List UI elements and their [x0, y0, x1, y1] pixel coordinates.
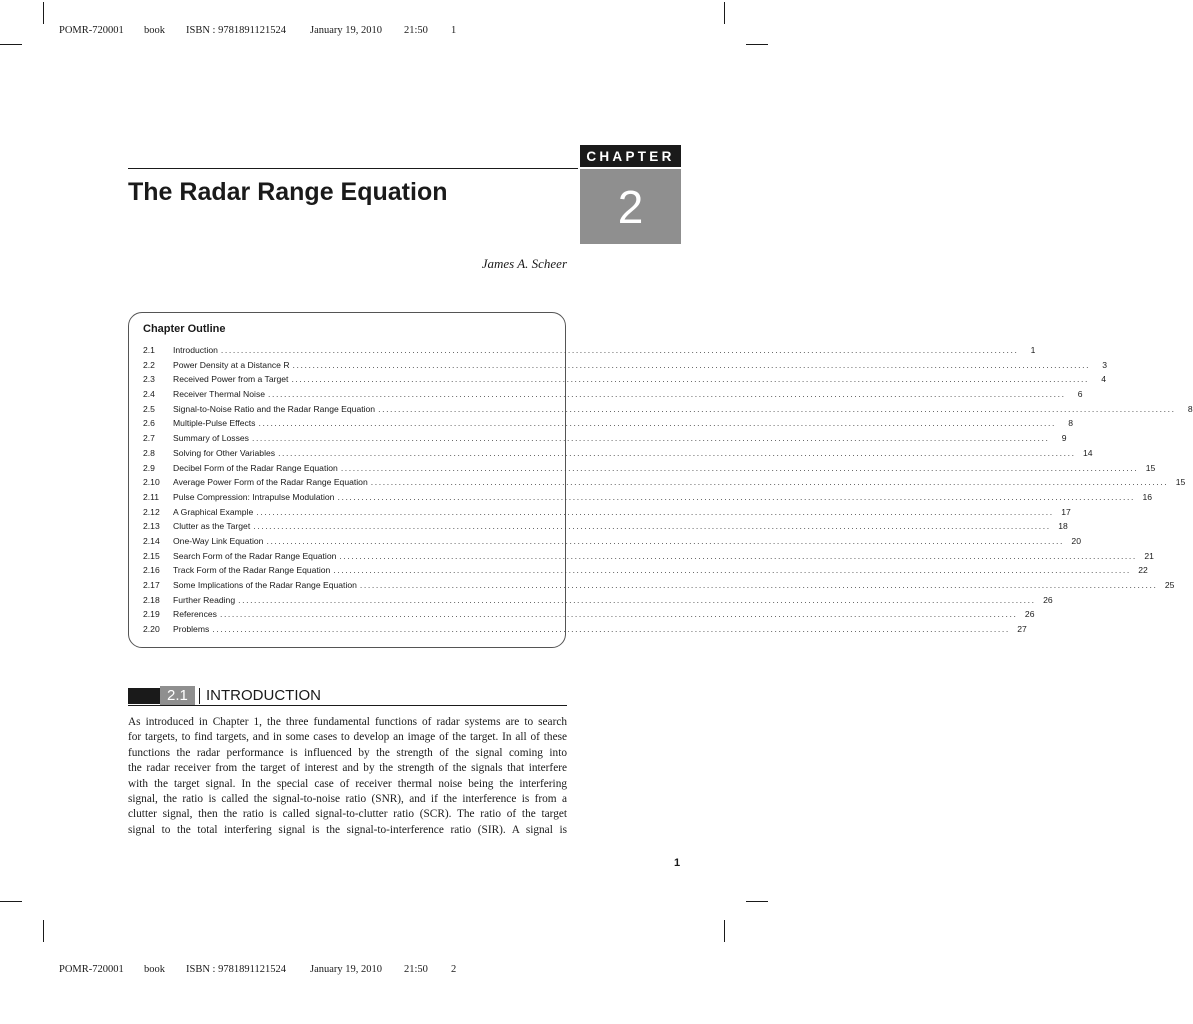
- outline-item-number: 2.14: [143, 535, 160, 546]
- outline-item-label: One-Way Link Equation: [173, 535, 264, 546]
- outline-item: [143, 506, 1071, 522]
- outline-item-page: 17: [1061, 506, 1071, 517]
- outline-item-page: 9: [1061, 433, 1067, 444]
- outline-item-number: 2.10: [143, 477, 160, 488]
- outline-item-page: 6: [1077, 389, 1083, 400]
- body-line: for targets, to find targets, and in some cases to develop an image of the target. In all of these: [128, 731, 567, 744]
- outline-item-number: 2.6: [143, 418, 155, 429]
- outline-item: [143, 374, 1106, 389]
- outline-item-page: 8: [1068, 418, 1074, 429]
- slug-page: 1: [451, 25, 457, 36]
- leader-dots: ........................................................................................................................................................................................................: [291, 374, 1089, 385]
- slug-code: POMR-720001: [59, 964, 124, 975]
- body-line: signal to the total interfering signal is the signal-to-interference ratio (SIR). A signal is: [128, 823, 567, 836]
- outline-item-page: 25: [1164, 580, 1175, 590]
- outline-item-label: Clutter as the Target: [173, 521, 251, 532]
- outline-item-number: 2.8: [143, 447, 155, 458]
- outline-item-number: 2.9: [143, 462, 155, 473]
- crop-mark: [43, 2, 44, 24]
- outline-item-label: References: [173, 609, 217, 620]
- outline-item: [143, 418, 1074, 433]
- outline-item-label: Track Form of the Radar Range Equation: [173, 565, 331, 576]
- outline-item-page: 3: [1102, 359, 1108, 370]
- crop-mark: [0, 44, 22, 45]
- leader-dots: ........................................................................................................................................................................................................: [359, 580, 1158, 590]
- outline-item-number: 2.20: [143, 624, 160, 635]
- section-title: INTRODUCTION: [206, 687, 321, 704]
- outline-item-label: Pulse Compression: Intrapulse Modulation: [173, 491, 335, 502]
- outline-item: [143, 521, 1068, 536]
- outline-item: [143, 433, 1067, 448]
- slug-type: book: [144, 964, 165, 975]
- leader-dots: ........................................................................................................................................................................................................: [266, 535, 1064, 546]
- outline-item-page: 1: [1030, 345, 1036, 355]
- slug-date: January 19, 2010: [310, 25, 383, 36]
- outline-item: [143, 491, 1152, 507]
- leader-dots: ........................................................................................................................................................................................................: [370, 477, 1169, 488]
- outline-item-label: Solving for Other Variables: [173, 447, 276, 458]
- slug-type: book: [144, 25, 165, 36]
- chapter-number: 2: [580, 169, 681, 244]
- body-line: clutter signal, then the ratio is called signal-to-clutter ratio (SCR). The ratio of the target: [128, 808, 567, 821]
- leader-dots: ........................................................................................................................................................................................................: [339, 550, 1137, 561]
- body-line: signal, the ratio is called the signal-to-noise ratio (SNR), and if the interference is from a: [128, 793, 567, 806]
- leader-dots: ........................................................................................................................................................................................................: [219, 609, 1018, 620]
- slug-isbn: ISBN : 9781891121524: [186, 25, 286, 36]
- outline-item-label: Introduction: [173, 345, 218, 355]
- outline-item-number: 2.12: [143, 506, 160, 517]
- slug-isbn: ISBN : 9781891121524: [186, 964, 286, 975]
- outline-item-label: Search Form of the Radar Range Equation: [173, 550, 337, 561]
- outline-item-number: 2.1: [143, 345, 155, 355]
- outline-item-page: 14: [1083, 447, 1093, 458]
- leader-dots: ........................................................................................................................................................................................................: [258, 418, 1057, 429]
- outline-item-page: 22: [1138, 565, 1148, 576]
- body-line: the radar receiver from the target of interest and by the strength of the signals that interfere: [128, 762, 567, 775]
- outline-item-number: 2.11: [143, 491, 160, 502]
- slug-time: 21:50: [404, 964, 428, 975]
- chapter-outline-box: [128, 312, 1193, 648]
- outline-item-number: 2.13: [143, 521, 160, 532]
- section-rule: [128, 705, 567, 706]
- outline-item-label: Multiple-Pulse Effects: [173, 418, 256, 429]
- crop-mark: [724, 920, 725, 942]
- outline-item: [143, 609, 1035, 624]
- title-rule: [128, 168, 578, 169]
- slug-time: 21:50: [404, 25, 428, 36]
- page-number: 1: [674, 857, 681, 869]
- outline-item: [143, 580, 1175, 595]
- outline-item: [143, 624, 1027, 639]
- outline-item-label: Receiver Thermal Noise: [173, 389, 266, 400]
- outline-item-number: 2.7: [143, 433, 155, 444]
- outline-item-page: 15: [1145, 462, 1156, 473]
- outline-item-number: 2.18: [143, 594, 160, 605]
- outline-list: [143, 345, 1193, 639]
- leader-dots: ........................................................................................................................................................................................................: [238, 594, 1036, 605]
- leader-dots: ........................................................................................................................................................................................................: [212, 624, 1010, 635]
- outline-item-page: 4: [1101, 374, 1106, 385]
- leader-dots: ........................................................................................................................................................................................................: [292, 359, 1091, 370]
- outline-title: Chapter Outline: [143, 323, 226, 335]
- section-separator: [199, 688, 200, 704]
- outline-item-label: Decibel Form of the Radar Range Equation: [173, 462, 338, 473]
- body-paragraph: [128, 715, 567, 838]
- outline-item-number: 2.15: [143, 550, 160, 561]
- outline-item-page: 18: [1058, 521, 1068, 532]
- outline-item-label: Power Density at a Distance R: [173, 359, 290, 370]
- outline-item: [143, 389, 1083, 404]
- leader-dots: ........................................................................................................................................................................................................: [256, 506, 1054, 517]
- chapter-author: James A. Scheer: [481, 256, 567, 271]
- outline-item: [143, 359, 1108, 375]
- leader-dots: ........................................................................................................................................................................................................: [337, 491, 1135, 502]
- outline-item-label: A Graphical Example: [173, 506, 254, 517]
- slug-code: POMR-720001: [59, 25, 124, 36]
- outline-item: [143, 565, 1148, 580]
- outline-item-label: Received Power from a Target: [173, 374, 289, 385]
- outline-item-page: 20: [1071, 535, 1081, 546]
- outline-item-number: 2.3: [143, 374, 155, 385]
- outline-item-label: Some Implications of the Radar Range Equation: [173, 580, 357, 590]
- outline-item-page: 26: [1024, 609, 1035, 620]
- outline-item-page: 8: [1187, 403, 1193, 414]
- outline-item-page: 16: [1142, 491, 1152, 502]
- crop-mark: [0, 901, 22, 902]
- leader-dots: ........................................................................................................................................................................................................: [378, 403, 1176, 414]
- outline-item: [143, 535, 1081, 551]
- outline-item: [143, 462, 1156, 478]
- chapter-label: CHAPTER: [580, 145, 681, 167]
- outline-item-label: Further Reading: [173, 594, 236, 605]
- crop-mark: [43, 920, 44, 942]
- outline-item-page: 21: [1144, 550, 1154, 561]
- outline-item-page: 27: [1017, 624, 1027, 635]
- leader-dots: ........................................................................................................................................................................................................: [278, 447, 1076, 458]
- leader-dots: ........................................................................................................................................................................................................: [220, 345, 1019, 355]
- leader-dots: ........................................................................................................................................................................................................: [268, 389, 1066, 400]
- crop-mark: [746, 901, 768, 902]
- outline-item-number: 2.16: [143, 565, 160, 576]
- body-line: functions the radar performance is influenced by the strength of the signal coming into: [128, 746, 567, 759]
- crop-mark: [724, 2, 725, 24]
- leader-dots: ........................................................................................................................................................................................................: [333, 565, 1131, 576]
- outline-item: [143, 477, 1186, 492]
- outline-item-label: Average Power Form of the Radar Range Equation: [173, 477, 368, 488]
- outline-item-number: 2.2: [143, 359, 155, 370]
- outline-item-number: 2.4: [143, 389, 155, 400]
- leader-dots: ........................................................................................................................................................................................................: [251, 433, 1050, 444]
- chapter-title: The Radar Range Equation: [128, 178, 448, 206]
- outline-item-number: 2.19: [143, 609, 160, 620]
- leader-dots: ........................................................................................................................................................................................................: [253, 521, 1051, 532]
- outline-item: [143, 447, 1093, 463]
- body-line: As introduced in Chapter 1, the three fundamental functions of radar systems are to search: [128, 716, 567, 728]
- outline-item-number: 2.5: [143, 403, 155, 414]
- outline-item: [143, 345, 1036, 360]
- outline-item: [143, 403, 1193, 419]
- outline-item-label: Problems: [173, 624, 210, 635]
- crop-mark: [746, 44, 768, 45]
- outline-item-label: Summary of Losses: [173, 433, 249, 444]
- body-line: with the target signal. In the special case of receiver thermal noise being the interfering: [128, 777, 567, 790]
- outline-item-page: 26: [1043, 594, 1053, 605]
- slug-page: 2: [451, 964, 457, 975]
- outline-item: [143, 594, 1053, 610]
- outline-item: [143, 550, 1154, 566]
- outline-item-page: 15: [1175, 477, 1186, 488]
- outline-item-label: Signal-to-Noise Ratio and the Radar Range Equation: [173, 403, 376, 414]
- outline-item-number: 2.17: [143, 580, 160, 590]
- section-number: 2.1: [160, 686, 195, 706]
- leader-dots: ........................................................................................................................................................................................................: [340, 462, 1139, 473]
- slug-date: January 19, 2010: [310, 964, 383, 975]
